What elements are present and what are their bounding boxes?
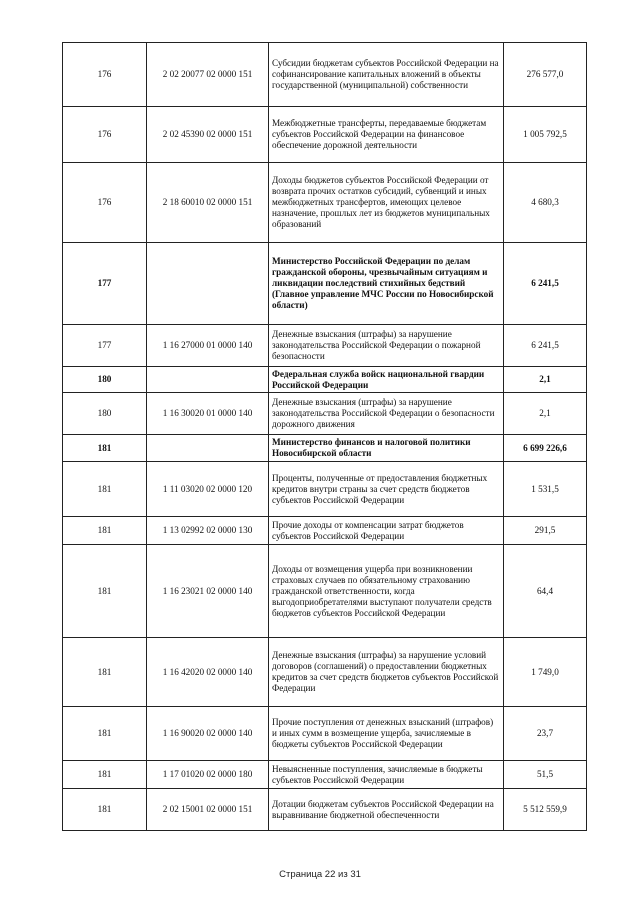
- revenue-name-cell: Прочие доходы от компенсации затрат бюджетов субъектов Российской Федерации: [269, 517, 504, 545]
- revenue-name-cell: Федеральная служба войск национальной гвардии Российской Федерации: [269, 367, 504, 393]
- revenue-name-cell: Субсидии бюджетам субъектов Российской Федерации на софинансирование капитальных вложений в объекты государственной (муниципальной) собственности: [269, 43, 504, 107]
- table-row: [63, 325, 587, 367]
- amount-cell: 6 241,5: [504, 243, 587, 325]
- admin-code-cell: 180: [63, 393, 147, 435]
- budget-code-cell: [147, 367, 269, 393]
- amount-cell: 5 512 559,9: [504, 789, 587, 831]
- budget-code-cell: 1 16 27000 01 0000 140: [147, 325, 269, 367]
- table-row: [63, 789, 587, 831]
- admin-code-cell: 176: [63, 107, 147, 163]
- revenue-name-cell: Министерство финансов и налоговой политики Новосибирской области: [269, 435, 504, 462]
- budget-code-cell: 1 16 90020 02 0000 140: [147, 707, 269, 761]
- amount-cell: 291,5: [504, 517, 587, 545]
- admin-code-cell: 181: [63, 761, 147, 789]
- revenue-name-cell: Денежные взыскания (штрафы) за нарушение условий договоров (соглашений) о предоставлении бюджетных кредитов за счет средств бюджетов субъектов Российской Федерации: [269, 638, 504, 707]
- amount-cell: 6 241,5: [504, 325, 587, 367]
- admin-code-cell: 177: [63, 325, 147, 367]
- budget-code-cell: 1 17 01020 02 0000 180: [147, 761, 269, 789]
- amount-cell: 64,4: [504, 545, 587, 638]
- table-row: [63, 243, 587, 325]
- budget-code-cell: 1 16 30020 01 0000 140: [147, 393, 269, 435]
- table-row: [63, 517, 587, 545]
- table-row: [63, 462, 587, 517]
- amount-cell: 4 680,3: [504, 163, 587, 243]
- budget-code-cell: 1 13 02992 02 0000 130: [147, 517, 269, 545]
- revenue-name-cell: Проценты, полученные от предоставления бюджетных кредитов внутри страны за счет средств бюджетов субъектов Российской Федерации: [269, 462, 504, 517]
- budget-code-cell: 2 18 60010 02 0000 151: [147, 163, 269, 243]
- budget-code-cell: 2 02 15001 02 0000 151: [147, 789, 269, 831]
- admin-code-cell: 176: [63, 163, 147, 243]
- amount-cell: 2,1: [504, 367, 587, 393]
- revenue-name-cell: Денежные взыскания (штрафы) за нарушение законодательства Российской Федерации о пожарной безопасности: [269, 325, 504, 367]
- admin-code-cell: 181: [63, 545, 147, 638]
- revenue-name-cell: Невыясненные поступления, зачисляемые в бюджеты субъектов Российской Федерации: [269, 761, 504, 789]
- table-row: [63, 43, 587, 107]
- amount-cell: 23,7: [504, 707, 587, 761]
- admin-code-cell: 181: [63, 435, 147, 462]
- revenue-table: [62, 42, 587, 831]
- table-row: [63, 638, 587, 707]
- amount-cell: 276 577,0: [504, 43, 587, 107]
- amount-cell: 2,1: [504, 393, 587, 435]
- budget-code-cell: [147, 243, 269, 325]
- revenue-name-cell: Министерство Российской Федерации по делам гражданской обороны, чрезвычайным ситуациям и ликвидации последствий стихийных бедствий (Главное управление МЧС России по Новосибирской области): [269, 243, 504, 325]
- table-row: [63, 707, 587, 761]
- revenue-name-cell: Прочие поступления от денежных взысканий (штрафов) и иных сумм в возмещение ущерба, зачисляемые в бюджеты субъектов Российской Федерации: [269, 707, 504, 761]
- amount-cell: 1 531,5: [504, 462, 587, 517]
- admin-code-cell: 181: [63, 462, 147, 517]
- table-row: [63, 107, 587, 163]
- revenue-name-cell: Межбюджетные трансферты, передаваемые бюджетам субъектов Российской Федерации на финансовое обеспечение дорожной деятельности: [269, 107, 504, 163]
- revenue-name-cell: Денежные взыскания (штрафы) за нарушение законодательства Российской Федерации о безопасности дорожного движения: [269, 393, 504, 435]
- amount-cell: 51,5: [504, 761, 587, 789]
- budget-code-cell: 1 16 23021 02 0000 140: [147, 545, 269, 638]
- revenue-name-cell: Дотации бюджетам субъектов Российской Федерации на выравнивание бюджетной обеспеченности: [269, 789, 504, 831]
- budget-code-cell: 1 16 42020 02 0000 140: [147, 638, 269, 707]
- table-row: [63, 393, 587, 435]
- revenue-name-cell: Доходы бюджетов субъектов Российской Федерации от возврата прочих остатков субсидий, субвенций и иных межбюджетных трансфертов, имеющих целевое назначение, прошлых лет из бюджетов муниципальных образований: [269, 163, 504, 243]
- admin-code-cell: 181: [63, 707, 147, 761]
- table-row: [63, 435, 587, 462]
- budget-code-cell: 2 02 20077 02 0000 151: [147, 43, 269, 107]
- admin-code-cell: 176: [63, 43, 147, 107]
- table-row: [63, 367, 587, 393]
- amount-cell: 1 005 792,5: [504, 107, 587, 163]
- admin-code-cell: 181: [63, 638, 147, 707]
- page-footer: [0, 869, 640, 880]
- budget-code-cell: [147, 435, 269, 462]
- admin-code-cell: 180: [63, 367, 147, 393]
- amount-cell: 6 699 226,6: [504, 435, 587, 462]
- table-row: [63, 545, 587, 638]
- budget-code-cell: 2 02 45390 02 0000 151: [147, 107, 269, 163]
- revenue-name-cell: Доходы от возмещения ущерба при возникновении страховых случаев по обязательному страхованию гражданской ответственности, когда выгодоприобретателями выступают получатели средств бюджетов субъектов Российской Федерации: [269, 545, 504, 638]
- table-row: [63, 163, 587, 243]
- amount-cell: 1 749,0: [504, 638, 587, 707]
- admin-code-cell: 177: [63, 243, 147, 325]
- revenue-table-body: [63, 43, 587, 831]
- admin-code-cell: 181: [63, 517, 147, 545]
- admin-code-cell: 181: [63, 789, 147, 831]
- budget-code-cell: 1 11 03020 02 0000 120: [147, 462, 269, 517]
- page-number: Страница 22 из 31: [279, 869, 361, 880]
- table-row: [63, 761, 587, 789]
